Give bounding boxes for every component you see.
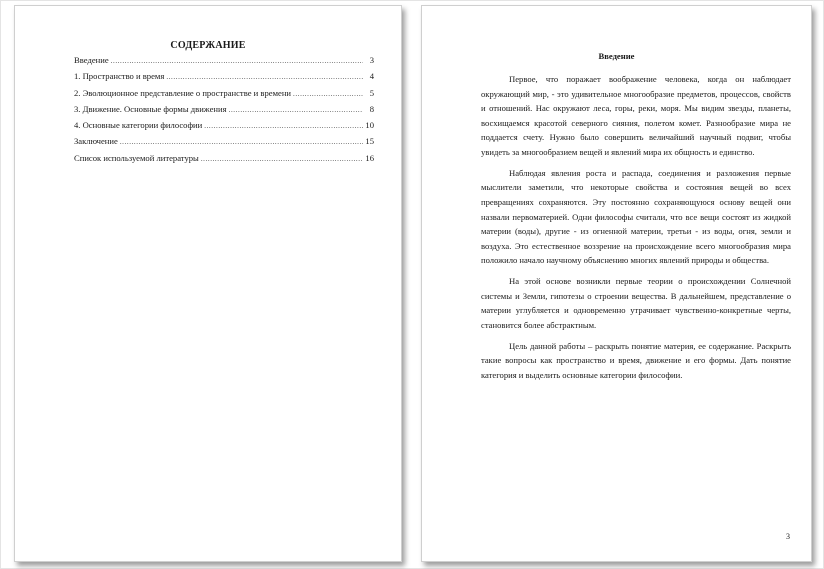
- toc-entry-page: 10: [365, 120, 374, 131]
- toc-entry-page: 8: [369, 103, 374, 114]
- intro-paragraph: Наблюдая явления роста и распада, соединения и разложения первые мыслители заметили, что некоторые свойства и состояния вещей во всех превращениях сохраняются. Эту постоянно сохраняющуюся основу вещей они назвали первоматерией. Одни философы считали, что все вещи состоят из жидкой материи (воды), другие - из огненной материи, третьи - из воды, огня, земли и воздуха. Это естественное воззрение на происхождение всего многообразия мира положило начало научному объяснению многих явлений природы и общества.: [481, 167, 791, 266]
- toc-entry-label: Заключение: [74, 136, 118, 147]
- toc-entry[interactable]: [74, 120, 374, 136]
- toc-leader-dots: [204, 122, 363, 130]
- toc-entry-label: 2. Эволюционное представление о пространстве и времени: [74, 87, 292, 98]
- document-page-toc: [14, 5, 402, 562]
- toc-entry[interactable]: [74, 136, 374, 152]
- page-number: 3: [786, 532, 790, 541]
- intro-paragraph: Первое, что поражает воображение человека, когда он наблюдает окружающий мир, - это удивительное многообразие предметов, процессов, свойств и отношений. Нас окружают леса, горы, реки, моря. Мы видим звезды, планеты, восхищаемся красотой северного сияния, полетом комет. Разнообразие мира не поддается счету. Нужно было совершить величайший научный подвиг, чтобы увидеть за многообразием вещей и явлений мира их общность и единство.: [481, 74, 791, 157]
- toc-entry-label: Список используемой литературы: [74, 152, 199, 163]
- intro-paragraph: На этой основе возникли первые теории о происхождении Солнечной системы и Земли, гипотезы о строении вещества. В дальнейшем, представление о материи углубляется и одновременно утрачивает чувственно-конкретные черты, становится более абстрактным.: [481, 276, 791, 330]
- toc-entry-page: 16: [365, 152, 374, 163]
- toc-list: [74, 55, 374, 169]
- toc-entry-page: 3: [369, 55, 374, 65]
- toc-entry-label: 3. Движение. Основные формы движения: [74, 103, 227, 114]
- toc-entry-page: 5: [369, 87, 374, 98]
- toc-leader-dots: [229, 106, 363, 114]
- toc-entry[interactable]: [74, 71, 374, 87]
- toc-leader-dots: [201, 155, 363, 163]
- toc-entry[interactable]: [74, 104, 374, 120]
- intro-title: Введение: [598, 51, 635, 61]
- toc-entry[interactable]: [74, 88, 374, 104]
- toc-leader-dots: [120, 138, 363, 146]
- toc-entry[interactable]: [74, 153, 374, 169]
- toc-entry-page: 15: [365, 136, 374, 147]
- toc-entry-label: 1. Пространство и время: [74, 71, 165, 82]
- toc-leader-dots: [293, 90, 363, 98]
- toc-leader-dots: [111, 57, 363, 65]
- toc-entry[interactable]: [74, 55, 374, 71]
- toc-entry-label: 4. Основные категории философии: [74, 120, 203, 131]
- toc-entry-page: 4: [369, 71, 374, 82]
- toc-leader-dots: [166, 73, 363, 81]
- toc-entry-label: Введение: [74, 55, 109, 65]
- intro-paragraph: Цель данной работы – раскрыть понятие материя, ее содержание. Раскрыть такие вопросы как пространство и время, движение и его формы. Дать понятие категория и выделить основные категории философии.: [481, 340, 791, 380]
- toc-title: СОДЕРЖАНИЕ: [170, 40, 246, 51]
- document-page-intro: [421, 5, 812, 562]
- intro-body: [481, 72, 791, 389]
